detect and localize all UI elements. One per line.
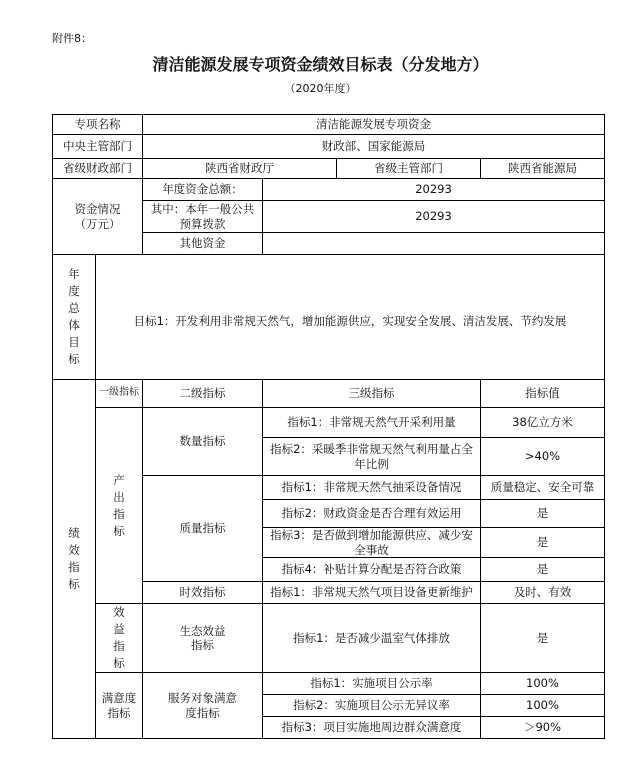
budget-label: 其中：本年一般公共预算拨款 xyxy=(143,201,263,233)
provincial-finance-value: 陕西省财政厅 xyxy=(143,159,337,179)
indicator-name: 指标3：项目实施地周边群众满意度 xyxy=(263,717,481,739)
central-dept-value: 财政部、国家能源局 xyxy=(143,135,605,159)
indicator-name: 指标1：非常规天然气抽采设备情况 xyxy=(263,476,481,500)
satisfaction-label: 满意度指标 xyxy=(101,691,137,720)
central-dept-label: 中央主管部门 xyxy=(53,135,143,159)
indicator-value: >40% xyxy=(481,438,605,476)
indicator-value: 100% xyxy=(481,695,605,717)
performance-label: 绩效指标 xyxy=(68,526,80,591)
indicator-name: 指标4：补贴计算分配是否符合政策 xyxy=(263,558,481,582)
ecological-label xyxy=(143,604,263,673)
provincial-authority-value: 陕西省能源局 xyxy=(481,159,605,179)
indicator-value: 38亿立方米 xyxy=(481,408,605,438)
goal-label: 年度总体目标 xyxy=(68,267,80,366)
other-funds-value xyxy=(263,233,605,255)
table-row xyxy=(53,604,605,673)
quantity-label: 数量指标 xyxy=(143,408,263,476)
funds-label xyxy=(53,179,143,255)
indicator-value: ＞90% xyxy=(481,717,605,739)
central-dept-row xyxy=(53,135,605,159)
service-label: 服务对象满意度指标 xyxy=(168,691,237,720)
indicator-name: 指标1：非常规天然气开采利用量 xyxy=(263,408,481,438)
indicator-value: 100% xyxy=(481,673,605,695)
table-row xyxy=(53,408,605,438)
indicator-name: 指标1：实施项目公示率 xyxy=(263,673,481,695)
indicator-value: 是 xyxy=(481,500,605,528)
header-level3: 三级指标 xyxy=(263,380,481,408)
indicator-name: 指标3：是否做到增加能源供应、减少安全事故 xyxy=(263,528,481,558)
indicator-name: 指标2：财政资金是否合理有效运用 xyxy=(263,500,481,528)
provincial-authority-label: 省级主管部门 xyxy=(337,159,481,179)
goal-label-cell xyxy=(53,255,96,380)
goal-row xyxy=(53,255,605,380)
indicator-header-row xyxy=(53,380,605,408)
annual-total-label: 年度资金总额： xyxy=(143,179,263,201)
header-level2: 二级指标 xyxy=(143,380,263,408)
annual-total-value: 20293 xyxy=(263,179,605,201)
satisfaction-label-cell xyxy=(96,673,143,739)
benefit-label: 效益指标 xyxy=(113,605,125,670)
indicator-name: 指标2：采暖季非常规天然气利用量占全年比例 xyxy=(263,438,481,476)
benefit-label-cell xyxy=(96,604,143,673)
budget-value: 20293 xyxy=(263,201,605,233)
performance-target-table xyxy=(52,114,605,739)
indicator-value: 及时、有效 xyxy=(481,582,605,604)
indicator-value: 质量稳定、安全可靠 xyxy=(481,476,605,500)
timeliness-label: 时效指标 xyxy=(143,582,263,604)
indicator-value: 是 xyxy=(481,604,605,673)
funds-label-text: 资金情况（万元） xyxy=(74,202,121,231)
indicator-name: 指标1：是否减少温室气体排放 xyxy=(263,604,481,673)
provincial-finance-label: 省级财政部门 xyxy=(53,159,143,179)
page-title: 清洁能源发展专项资金绩效目标表（分发地方） xyxy=(152,55,489,74)
goal-text: 目标1：开发利用非常规天然气，增加能源供应，实现安全发展、清洁发展、节约发展 xyxy=(96,255,605,380)
output-label: 产出指标 xyxy=(113,472,125,538)
year-label: （2020年度） xyxy=(284,82,357,95)
header-value: 指标值 xyxy=(481,380,605,408)
project-label: 专项名称 xyxy=(53,115,143,135)
quality-label: 质量指标 xyxy=(143,476,263,582)
project-row xyxy=(53,115,605,135)
project-value: 清洁能源发展专项资金 xyxy=(143,115,605,135)
other-funds-label: 其他资金 xyxy=(143,233,263,255)
service-label-cell xyxy=(143,673,263,739)
annex-label: 附件8： xyxy=(52,32,92,45)
table-row xyxy=(53,673,605,695)
funds-total-row xyxy=(53,179,605,201)
indicator-value: 是 xyxy=(481,558,605,582)
header-level1: 一级指标 xyxy=(96,380,143,408)
provincial-row xyxy=(53,159,605,179)
indicator-name: 指标1：非常规天然气项目设备更新维护 xyxy=(263,582,481,604)
indicator-name: 指标2：实施项目公示无异议率 xyxy=(263,695,481,717)
ecological-label-text: 生态效益指标 xyxy=(179,623,226,652)
output-label-cell xyxy=(96,408,143,604)
performance-label-cell xyxy=(53,380,96,739)
indicator-value: 是 xyxy=(481,528,605,558)
